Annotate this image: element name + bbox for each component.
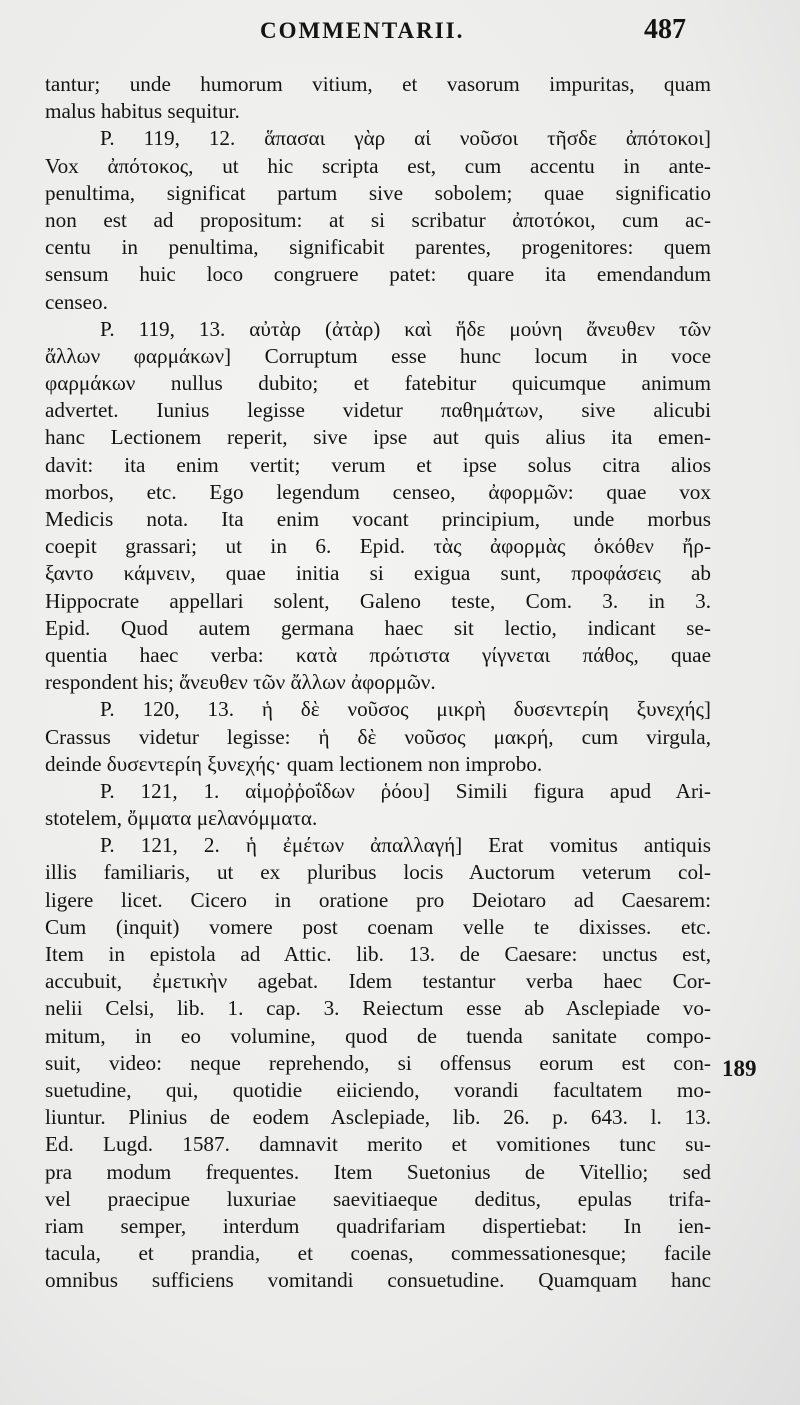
text-line: Cum (inquit) vomere post coenam velle te dixisses. etc. — [45, 914, 711, 939]
page-header — [0, 14, 800, 54]
text-line: morbos, etc. Ego legendum censeo, ἀφορμῶν: quae vox — [45, 479, 711, 504]
text-line: respondent his; ἄνευθεν τῶν ἄλλων ἀφορμῶν. — [45, 670, 436, 695]
text-line: censeo. — [45, 289, 108, 314]
text-line: liuntur. Plinius de eodem Asclepiade, lib. 26. p. 643. l. 13. — [45, 1105, 711, 1130]
text-line: penultima, significat partum sive sobolem; quae significatio — [45, 180, 711, 205]
text-line: P. 119, 13. αὐτὰρ (ἀτὰρ) καὶ ἥδε μούνη ἄνευθεν τῶν — [100, 316, 711, 341]
text-line: accubuit, ἐμετικὴν agebat. Idem testantur verba haec Cor- — [45, 969, 711, 994]
text-line: hanc Lectionem reperit, sive ipse aut quis alius ita emen- — [45, 425, 711, 450]
text-line: Medicis nota. Ita enim vocant principium, unde morbus — [45, 507, 711, 531]
margin-note: 189 — [722, 1056, 757, 1081]
text-line: P. 119, 12. ἅπασαι γὰρ αἱ νοῦσοι τῆσδε ἀπότοκοι] — [100, 126, 711, 151]
text-line: davit: ita enim vertit; verum et ipse solus citra alios — [45, 452, 711, 477]
text-line: quentia haec verba: κατὰ πρώτιστα γίγνεται πάθος, quae — [45, 642, 711, 667]
text-line: suit, video: neque reprehendo, si offensus eorum est con- — [45, 1050, 711, 1075]
text-line: Hippocrate appellari solent, Galeno teste, Com. 3. in 3. — [45, 588, 711, 613]
text-line: coepit grassari; ut in 6. Epid. τὰς ἀφορμὰς ὁκόθεν ἤρ- — [45, 534, 711, 559]
text-line: mitum, in eo volumine, quod de tuenda sanitate compo- — [45, 1023, 711, 1048]
text-line: stotelem, ὄμματα μελανόμματα. — [45, 806, 318, 831]
text-line: ἄλλων φαρμάκων] Corruptum esse hunc locum in voce — [45, 343, 711, 368]
text-line: advertet. Iunius legisse videtur παθημάτων, sive alicubi — [45, 398, 711, 423]
text-line: pra modum frequentes. Item Suetonius de Vitellio; sed — [45, 1159, 711, 1184]
text-line: P. 121, 2. ἡ ἐμέτων ἀπαλλαγή] Erat vomitus antiquis — [100, 833, 711, 858]
text-line: riam semper, interdum quadrifariam dispertiebat: In ien- — [45, 1213, 711, 1238]
text-line: Ed. Lugd. 1587. damnavit merito et vomitiones tunc su- — [45, 1132, 711, 1157]
text-line: ξαντο κάμνειν, quae initia si exigua sunt, προφάσεις ab — [45, 561, 711, 586]
text-line: vel praecipue luxuriae saevitiaeque deditus, epulas trifa- — [45, 1186, 711, 1211]
text-line: Vox ἀπότοκος, ut hic scripta est, cum accentu in ante- — [45, 153, 711, 178]
text-line: Epid. Quod autem germana haec sit lectio, indicant se- — [45, 615, 711, 640]
text-line: tantur; unde humorum vitium, et vasorum impuritas, quam — [45, 72, 711, 96]
text-line: suetudine, qui, quotidie eiiciendo, vorandi facultatem mo- — [45, 1077, 711, 1102]
text-line: P. 121, 1. αἱμοῤῥοΐδων ῥόου] Simili figura apud Ari- — [100, 778, 711, 803]
text-line: illis familiaris, ut ex pluribus locis Auctorum veterum col- — [45, 860, 711, 885]
text-line: malus habitus sequitur. — [45, 99, 240, 124]
text-line: Item in epistola ad Attic. lib. 13. de Caesare: unctus est, — [45, 942, 711, 966]
text-line: nelii Celsi, lib. 1. cap. 3. Reiectum esse ab Asclepiade vo- — [45, 996, 711, 1021]
text-line: ligere licet. Cicero in oratione pro Deiotaro ad Caesarem: — [45, 887, 711, 912]
text-line: omnibus sufficiens vomitandi consuetudine. Quamquam hanc — [45, 1268, 711, 1293]
text-line: P. 120, 13. ἡ δὲ νοῦσος μικρὴ δυσεντερίη ξυνεχής] — [100, 697, 711, 722]
text-line: non est ad propositum: at si scribatur ἀποτόκοι, cum ac- — [45, 207, 711, 232]
text-line: Crassus videtur legisse: ἡ δὲ νοῦσος μακρή, cum virgula, — [45, 724, 711, 749]
running-title: COMMENTARII. — [260, 18, 465, 43]
text-line: centu in penultima, significabit parentes, progenitores: quem — [45, 235, 711, 260]
text-line: deinde δυσεντερίη ξυνεχής· quam lectionem non improbo. — [45, 751, 543, 776]
body-text — [45, 71, 711, 1294]
text-line: sensum huic loco congruere patet: quare ita emendandum — [45, 262, 711, 287]
text-line: φαρμάκων nullus dubito; et fatebitur quicumque animum — [45, 371, 711, 396]
text-line: tacula, et prandia, et coenas, commessationesque; facile — [45, 1241, 711, 1266]
page-number: 487 — [644, 14, 686, 45]
